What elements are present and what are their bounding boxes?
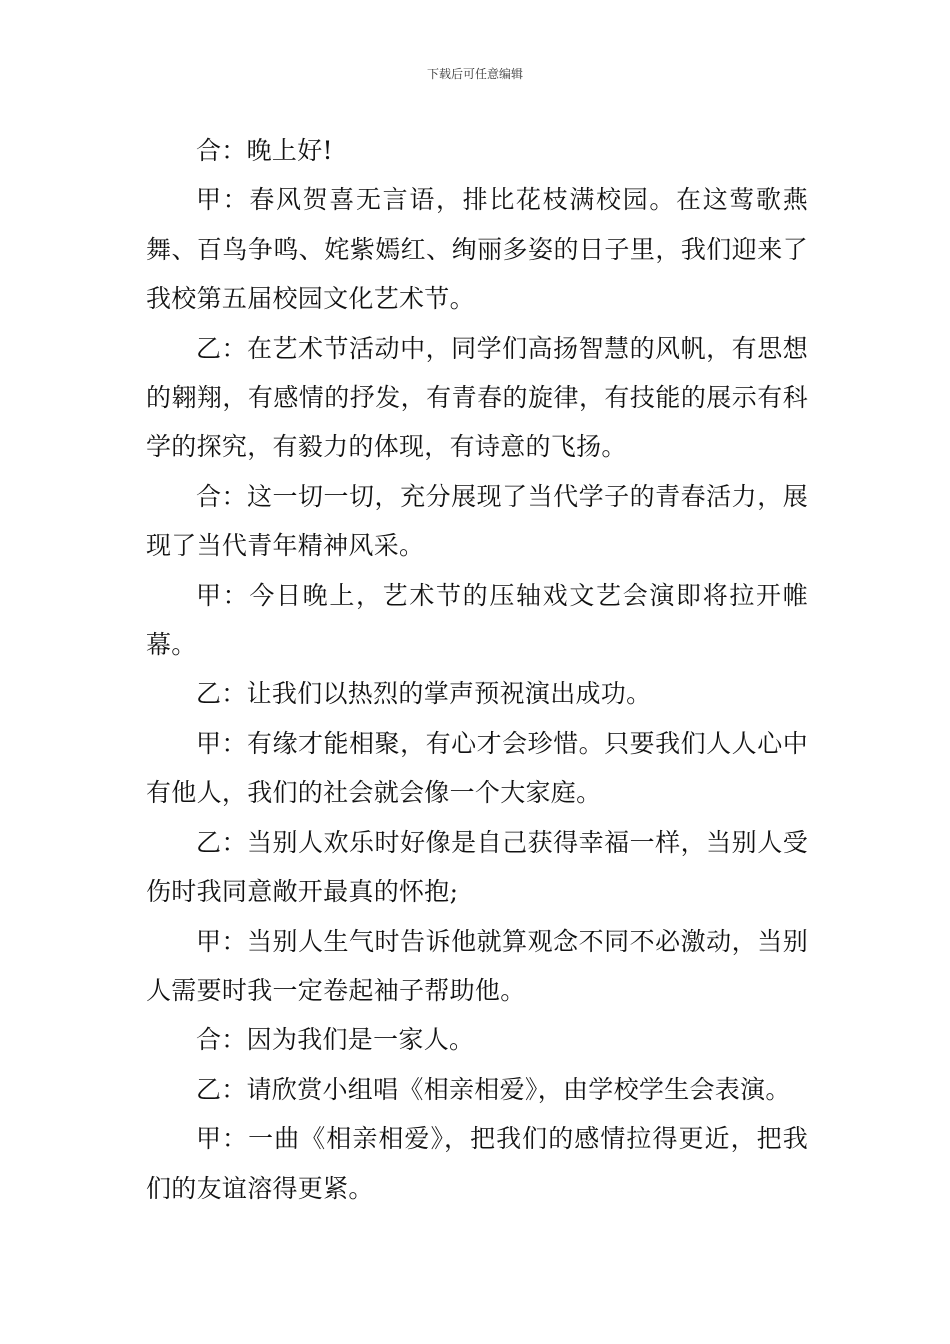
paragraph: 合：晚上好! xyxy=(196,136,333,165)
paragraph: 乙：请欣赏小组唱《相亲相爱》，由学校学生会表演。 xyxy=(196,1074,791,1104)
paragraph: 合：因为我们是一家人。 xyxy=(196,1025,475,1055)
paragraph: 甲：今日晚上，艺术节的压轴戏文艺会演即将拉开帷幕。 xyxy=(146,580,808,660)
document-body xyxy=(146,126,808,1213)
paragraph: 甲：当别人生气时告诉他就算观念不同不必激动，当别人需要时我一定卷起袖子帮助他。 xyxy=(146,926,808,1005)
paragraph: 乙：让我们以热烈的掌声预祝演出成功。 xyxy=(196,679,652,709)
paragraph: 乙：当别人欢乐时好像是自己获得幸福一样，当别人受伤时我同意敞开最真的怀抱; xyxy=(146,827,808,907)
paragraph: 合：这一切一切，充分展现了当代学子的青春活力，展现了当代青年精神风采。 xyxy=(146,481,808,561)
page-header-note: 下载后可任意编辑 xyxy=(426,67,523,81)
paragraph: 乙：在艺术节活动中，同学们高扬智慧的风帆，有思想的翱翔，有感情的抒发，有青春的旋律，有技能的展示有科学的探究，有毅力的体现，有诗意的飞扬。 xyxy=(146,333,808,462)
paragraph: 甲：有缘才能相聚，有心才会珍惜。只要我们人人心中有他人，我们的社会就会像一个大家庭。 xyxy=(146,728,808,808)
paragraph: 甲：一曲《相亲相爱》，把我们的感情拉得更近，把我们的友谊溶得更紧。 xyxy=(146,1124,808,1203)
paragraph: 甲：春风贺喜无言语，排比花枝满校园。在这莺歌燕舞、百鸟争鸣、姹紫嫣红、绚丽多姿的日子里，我们迎来了我校第五届校园文化艺术节。 xyxy=(146,185,808,314)
